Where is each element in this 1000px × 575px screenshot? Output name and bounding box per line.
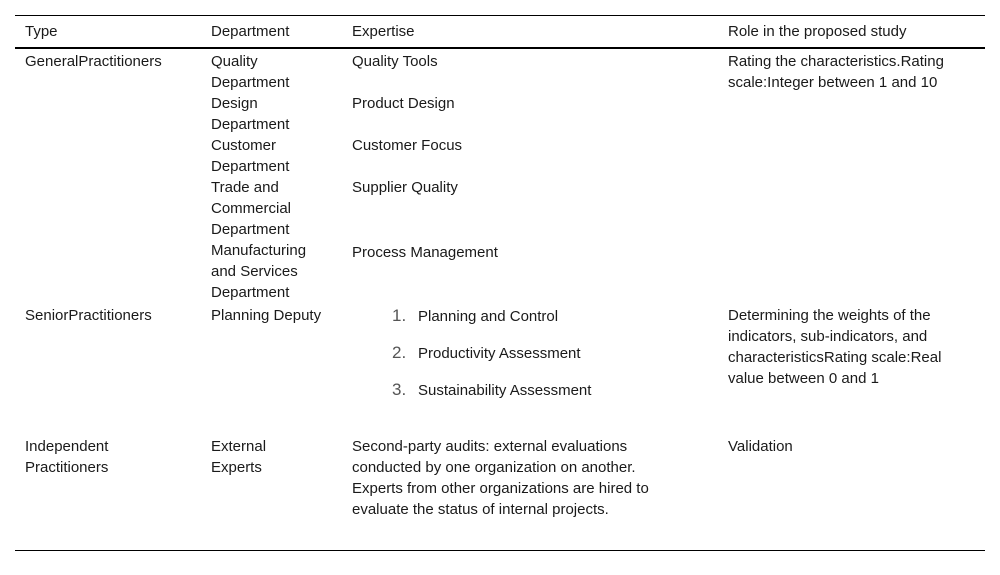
table-row: [15, 135, 985, 177]
table-row: [15, 48, 985, 93]
role-cell: Validation: [728, 438, 793, 455]
expertise-cell: Customer Focus: [352, 137, 463, 154]
table-row: [15, 416, 985, 551]
expertise-cell: Second-party audits: external evaluations conducted by one organization on another. Experts from other organizations are hired to evaluate the status of internal projects.: [352, 438, 649, 518]
role-cell: Determining the weights of the indicators, sub-indicators, and characteristicsRating scale:Real value between 0 and 1: [728, 307, 942, 387]
list-item: [352, 379, 708, 416]
header-department: Department: [211, 23, 290, 40]
header-type: Type: [25, 23, 58, 40]
type-cell: GeneralPractitioners: [25, 53, 162, 70]
department-cell: Trade and Commercial Department: [211, 179, 292, 238]
expertise-cell: Product Design: [352, 95, 455, 112]
department-cell: Planning Deputy: [211, 307, 322, 324]
department-cell: External Experts: [211, 438, 267, 476]
table-container: [15, 15, 985, 551]
list-number: 2.: [392, 343, 407, 362]
type-cell: SeniorPractitioners: [25, 307, 152, 324]
list-text: Sustainability Assessment: [418, 382, 592, 399]
role-cell: Rating the characteristics.Rating scale:Integer between 1 and 10: [728, 53, 944, 91]
list-item: [352, 342, 708, 379]
table-row: [15, 303, 985, 416]
list-text: Productivity Assessment: [418, 345, 581, 362]
department-cell: Design Department: [211, 95, 290, 133]
table-row: [15, 93, 985, 135]
type-cell: Independent Practitioners: [25, 438, 109, 476]
department-cell: Quality Department: [211, 53, 290, 91]
table-row: [15, 240, 985, 303]
expertise-cell: Supplier Quality: [352, 179, 458, 196]
header-expertise: Expertise: [352, 23, 415, 40]
department-cell: Manufacturing and Services Department: [211, 242, 307, 301]
list-item: [352, 305, 708, 342]
header-role: Role in the proposed study: [728, 23, 907, 40]
department-cell: Customer Department: [211, 137, 290, 175]
expertise-cell: Quality Tools: [352, 53, 438, 70]
expertise-cell: Process Management: [352, 244, 498, 261]
header-row: [15, 16, 985, 49]
expertise-list: [352, 305, 708, 416]
list-text: Planning and Control: [418, 308, 559, 325]
expertise-cell: [342, 303, 718, 416]
table-row: [15, 177, 985, 240]
list-number: 3.: [392, 380, 407, 399]
practitioners-table: [15, 15, 985, 551]
list-number: 1.: [392, 306, 407, 325]
